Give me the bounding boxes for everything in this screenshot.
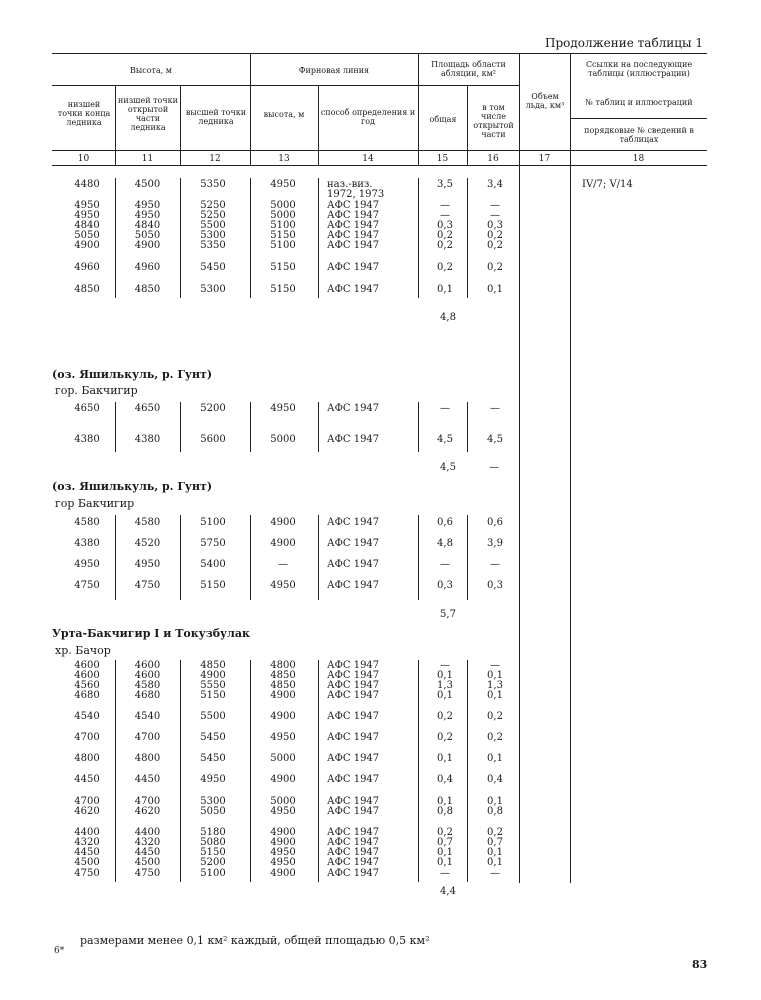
cell-c15: 3,5	[437, 179, 453, 190]
section-total: 5,7	[440, 609, 456, 620]
cell-c16: 0,2	[487, 262, 503, 273]
cell-c14: АФС 1947	[327, 200, 380, 211]
cell-c14: АФС 1947	[327, 732, 380, 743]
cell-c15: 0,1	[437, 670, 453, 681]
cell-c11: 4580	[134, 517, 161, 528]
cell-c16: —	[490, 868, 500, 879]
section-title: (оз. Яшилькуль, р. Гунт)	[52, 480, 213, 493]
body-vline	[180, 178, 181, 298]
cell-c12: 5450	[200, 262, 226, 273]
cell-c10: 4380	[74, 434, 100, 445]
cell-c16: 0,3	[487, 220, 503, 231]
cell-c16: 0,4	[487, 774, 503, 785]
cell-c13: 4950	[270, 847, 296, 858]
cell-c10: 4840	[74, 220, 100, 231]
cell-c11: 4620	[134, 806, 161, 817]
colnum-10: 10	[77, 154, 90, 164]
hdr-vline	[467, 85, 468, 165]
cell-c12: 5750	[200, 538, 226, 549]
cell-c14: АФС 1947	[327, 262, 380, 273]
cell-c10: 5050	[74, 230, 100, 241]
cell-c14: АФС 1947	[327, 559, 380, 570]
cell-c13: 4950	[270, 179, 296, 190]
body-vline	[418, 515, 419, 600]
firn-group-header: Фирновая линия	[298, 66, 370, 75]
cell-c12: 5150	[200, 847, 226, 858]
colnum-13: 13	[278, 154, 290, 164]
cell-c14: АФС 1947	[327, 403, 380, 414]
body-vline	[318, 178, 319, 298]
ablation-group-header: Площадь области абляции, км²	[431, 60, 506, 78]
cell-c10: 4680	[74, 690, 100, 701]
cell-c15: 0,1	[437, 753, 453, 764]
cell-c13: 4950	[270, 580, 296, 591]
cell-c12: 5200	[200, 403, 226, 414]
cell-c10: 4620	[74, 806, 100, 817]
cell-c13: 4800	[270, 660, 296, 671]
cell-c14: АФС 1947	[327, 660, 380, 671]
body-vline	[115, 515, 116, 600]
cell-c16: 0,2	[487, 240, 503, 251]
cell-c14: АФС 1947	[327, 753, 380, 764]
cell-c13: 5150	[270, 284, 296, 295]
cell-c10: 4600	[74, 660, 100, 671]
cell-c10: 4950	[74, 200, 100, 211]
hdr-vline	[519, 53, 520, 165]
colnum-bottom-rule	[52, 165, 707, 166]
hdr-vline	[180, 85, 181, 165]
cell-c11: 4680	[134, 690, 161, 701]
cell-c10: 4540	[74, 711, 100, 722]
cell-c14: АФС 1947	[327, 680, 380, 691]
cell-c11: 4320	[134, 837, 161, 848]
cell-c16: 0,1	[487, 670, 503, 681]
cell-c16: 0,1	[487, 690, 503, 701]
cell-c11: 4800	[134, 753, 161, 764]
cell-c11: 5050	[134, 230, 161, 241]
col10-header: низшей точки конца ледника	[57, 100, 111, 127]
cell-c11: 4580	[134, 680, 161, 691]
cell-c15: —	[440, 660, 450, 671]
section-title: (оз. Яшилькуль, р. Гунт)	[52, 368, 213, 381]
col18b-header: порядковые № сведений в таблицах	[584, 126, 694, 144]
cell-c13: 5100	[270, 240, 296, 251]
cell-c15: 0,3	[437, 580, 453, 591]
cell-c12: 5300	[200, 284, 226, 295]
cell-c14: АФС 1947	[327, 847, 380, 858]
cell-c11: 4700	[134, 796, 161, 807]
cell-c12: 5050	[200, 806, 226, 817]
cell-c14: АФС 1947	[327, 711, 380, 722]
section-title: Урта-Бакчигир I и Токузбулак	[52, 627, 250, 640]
cell-c10: 4850	[74, 284, 100, 295]
header-mid-rule	[52, 85, 519, 86]
cell-c15: —	[440, 868, 450, 879]
refs-group-header: Ссылки на последующие таблицы (иллюстрации)	[585, 60, 693, 78]
cell-c11: 4650	[134, 403, 161, 414]
cell-c13: 4900	[270, 827, 296, 838]
cell-c13: 4950	[270, 732, 296, 743]
cell-c11: 4520	[134, 538, 161, 549]
colnum-14: 14	[362, 154, 374, 164]
section-total: 4,5	[440, 462, 456, 473]
cell-c10: 4450	[74, 774, 100, 785]
cell-c11: 4450	[134, 774, 161, 785]
cell-c13: 4950	[270, 857, 296, 868]
cell-c11: 4950	[134, 210, 161, 221]
refs-mid-rule	[570, 118, 707, 119]
body-vline	[418, 178, 419, 298]
cell-c12: 5150	[200, 690, 226, 701]
cell-c15: 0,1	[437, 690, 453, 701]
colnum-17: 17	[538, 154, 551, 164]
section-total: 4,4	[440, 886, 456, 897]
cell-c14: АФС 1947	[327, 517, 380, 528]
cell-c14: АФС 1947	[327, 857, 380, 868]
cell-c13: 4900	[270, 711, 296, 722]
body-vline	[467, 402, 468, 452]
body-vline	[418, 402, 419, 452]
cell-c14: 1972, 1973	[327, 189, 385, 200]
cell-c16: 0,2	[487, 230, 503, 241]
colnum-16: 16	[487, 154, 499, 164]
cell-c12: 5250	[200, 210, 226, 221]
cell-c16: 0,8	[487, 806, 503, 817]
colnum-11: 11	[141, 154, 154, 164]
cell-c11: 4450	[134, 847, 161, 858]
cell-c15: 0,8	[437, 806, 453, 817]
cell-c10: 4800	[74, 753, 100, 764]
cell-c11: 4500	[134, 179, 161, 190]
cell-c13: 5150	[270, 262, 296, 273]
hdr-vline	[115, 85, 116, 165]
cell-c13: 4900	[270, 837, 296, 848]
cell-c14: АФС 1947	[327, 690, 380, 701]
cell-c10: 4600	[74, 670, 100, 681]
cell-c14: АФС 1947	[327, 868, 380, 879]
cell-c16: 0,1	[487, 284, 503, 295]
col18a-header: № таблиц и иллюстраций	[585, 98, 693, 107]
cell-c12: 5550	[200, 680, 226, 691]
cell-c11: 4900	[134, 240, 161, 251]
cell-c13: —	[278, 559, 288, 570]
cell-c15: 0,2	[437, 230, 453, 241]
cell-c12: 5100	[200, 868, 226, 879]
cell-c10: 4500	[74, 857, 100, 868]
cell-c15: —	[440, 200, 450, 211]
cell-c14: АФС 1947	[327, 806, 380, 817]
cell-c15: —	[440, 559, 450, 570]
cell-c11: 4750	[134, 868, 161, 879]
body-vline	[318, 402, 319, 452]
cell-c12: 5300	[200, 796, 226, 807]
cell-c11: 4840	[134, 220, 161, 231]
col12-header: высшей точки ледника	[185, 108, 247, 126]
cell-c13: 5150	[270, 230, 296, 241]
body-vline	[467, 660, 468, 882]
hdr-vline	[318, 85, 319, 165]
cell-c16: —	[490, 210, 500, 221]
cell-c10: 4580	[74, 517, 100, 528]
cell-c16: 0,3	[487, 580, 503, 591]
header-bottom-rule	[52, 150, 707, 151]
cell-c15: 0,3	[437, 220, 453, 231]
cell-c15: 0,2	[437, 711, 453, 722]
cell-c11: 4950	[134, 200, 161, 211]
cell-c13: 4950	[270, 403, 296, 414]
cell-c15: 0,2	[437, 827, 453, 838]
col17-right-rule	[570, 165, 571, 883]
col16-header: в том числе открытой части	[473, 103, 514, 139]
cell-c13: 5000	[270, 210, 296, 221]
body-vline	[250, 515, 251, 600]
colnum-18: 18	[632, 154, 645, 164]
cell-c13: 5000	[270, 796, 296, 807]
body-vline	[318, 660, 319, 882]
cell-c13: 5000	[270, 200, 296, 211]
cell-c10: 4900	[74, 240, 100, 251]
cell-c10: 4380	[74, 538, 100, 549]
col15-header: общая	[429, 115, 457, 124]
cell-c16: 3,4	[487, 179, 503, 190]
cell-c16: 3,9	[487, 538, 503, 549]
cell-c15: 1,3	[437, 680, 453, 691]
cell-c14: АФС 1947	[327, 580, 380, 591]
cell-c18: IV/7; V/14	[582, 179, 633, 190]
cell-c13: 5000	[270, 753, 296, 764]
cell-c11: 4950	[134, 559, 161, 570]
cell-c10: 4400	[74, 827, 100, 838]
cell-c15: 0,6	[437, 517, 453, 528]
cell-c10: 4650	[74, 403, 100, 414]
body-vline	[180, 515, 181, 600]
cell-c10: 4950	[74, 559, 100, 570]
cell-c13: 4850	[270, 680, 296, 691]
cell-c15: 0,1	[437, 284, 453, 295]
cell-c16: 1,3	[487, 680, 503, 691]
cell-c14: АФС 1947	[327, 220, 380, 231]
cell-c12: 5400	[200, 559, 226, 570]
colnum-15: 15	[436, 154, 449, 164]
cell-c14: АФС 1947	[327, 774, 380, 785]
cell-c15: —	[440, 403, 450, 414]
cell-c14: АФС 1947	[327, 796, 380, 807]
cell-c14: наз.-виз.	[327, 179, 373, 190]
cell-c10: 4960	[74, 262, 100, 273]
cell-c13: 4900	[270, 517, 296, 528]
section-subtitle: гор Бакчигир	[55, 497, 135, 510]
col11-header: низшей точки открытой части ледника	[118, 96, 178, 132]
cell-c13: 4850	[270, 670, 296, 681]
cell-c13: 4900	[270, 538, 296, 549]
cell-c14: АФС 1947	[327, 284, 380, 295]
cell-c15: 0,4	[437, 774, 453, 785]
cell-c16: 0,2	[487, 732, 503, 743]
cell-c12: 5300	[200, 230, 226, 241]
section-total: 4,8	[440, 312, 456, 323]
body-vline	[115, 178, 116, 298]
cell-c16: 0,6	[487, 517, 503, 528]
cell-c16: 0,7	[487, 837, 503, 848]
cell-c12: 5450	[200, 753, 226, 764]
cell-c10: 4950	[74, 210, 100, 221]
cell-c12: 5080	[200, 837, 226, 848]
cell-c16: —	[490, 200, 500, 211]
section-total-open: —	[489, 462, 499, 473]
cell-c16: 0,1	[487, 857, 503, 868]
cell-c11: 4850	[134, 284, 161, 295]
cell-c11: 4750	[134, 580, 161, 591]
body-vline	[115, 402, 116, 452]
cell-c14: АФС 1947	[327, 434, 380, 445]
cell-c16: —	[490, 403, 500, 414]
hdr-vline	[570, 53, 571, 165]
cell-c12: 5100	[200, 517, 226, 528]
cell-c16: 0,1	[487, 796, 503, 807]
cell-c11: 4600	[134, 670, 161, 681]
cell-c11: 4600	[134, 660, 161, 671]
continuation-caption: Продолжение таблицы 1	[544, 36, 703, 50]
cell-c13: 4900	[270, 690, 296, 701]
cell-c12: 5150	[200, 580, 226, 591]
cell-c12: 5450	[200, 732, 226, 743]
cell-c13: 4900	[270, 774, 296, 785]
cell-c10: 4700	[74, 732, 100, 743]
cell-c12: 5200	[200, 857, 226, 868]
header-top-rule	[52, 53, 707, 54]
cell-c15: 4,8	[437, 538, 453, 549]
body-vline	[180, 660, 181, 882]
cell-c13: 4900	[270, 868, 296, 879]
cell-c15: 0,2	[437, 732, 453, 743]
cell-c12: 5180	[200, 827, 226, 838]
body-vline	[418, 660, 419, 882]
cell-c10: 4750	[74, 868, 100, 879]
body-vline	[467, 515, 468, 600]
col17-left-rule	[519, 165, 520, 883]
body-vline	[318, 515, 319, 600]
cell-c12: 5350	[200, 240, 226, 251]
cell-c14: АФС 1947	[327, 538, 380, 549]
cell-c10: 4450	[74, 847, 100, 858]
cell-c14: АФС 1947	[327, 240, 380, 251]
cell-c16: 0,1	[487, 847, 503, 858]
section-subtitle: гор. Бакчигир	[55, 384, 138, 397]
cell-c12: 4950	[200, 774, 226, 785]
cell-c12: 5500	[200, 220, 226, 231]
cell-c16: —	[490, 660, 500, 671]
cell-c12: 5250	[200, 200, 226, 211]
cell-c15: 0,1	[437, 796, 453, 807]
cell-c16: 0,1	[487, 753, 503, 764]
height-group-header: Высота, м	[129, 66, 173, 75]
col13-header: высота, м	[263, 110, 305, 119]
cell-c12: 5350	[200, 179, 226, 190]
table-footnote: размерами менее 0,1 км² каждый, общей площадью 0,5 км²	[80, 934, 430, 947]
cell-c10: 4700	[74, 796, 100, 807]
section-subtitle: хр. Бачор	[55, 644, 111, 657]
cell-c10: 4560	[74, 680, 100, 691]
cell-c16: —	[490, 559, 500, 570]
cell-c13: 5100	[270, 220, 296, 231]
cell-c12: 5500	[200, 711, 226, 722]
cell-c10: 4750	[74, 580, 100, 591]
cell-c13: 5000	[270, 434, 296, 445]
cell-c15: 4,5	[437, 434, 453, 445]
cell-c12: 5600	[200, 434, 226, 445]
cell-c12: 4900	[200, 670, 226, 681]
cell-c11: 4700	[134, 732, 161, 743]
cell-c11: 4500	[134, 857, 161, 868]
cell-c11: 4540	[134, 711, 161, 722]
cell-c10: 4480	[74, 179, 100, 190]
cell-c10: 4320	[74, 837, 100, 848]
cell-c12: 4850	[200, 660, 226, 671]
col14-header: способ определения и год	[320, 108, 416, 126]
body-vline	[250, 660, 251, 882]
page-number: 83	[692, 958, 708, 971]
body-vline	[467, 178, 468, 298]
body-vline	[180, 402, 181, 452]
ice-volume-header: Объем льда, км³	[525, 92, 565, 110]
cell-c16: 4,5	[487, 434, 503, 445]
cell-c16: 0,2	[487, 827, 503, 838]
cell-c16: 0,2	[487, 711, 503, 722]
cell-c14: АФС 1947	[327, 827, 380, 838]
cell-c14: АФС 1947	[327, 670, 380, 681]
body-vline	[115, 660, 116, 882]
signature-mark: 6*	[54, 946, 65, 956]
colnum-12: 12	[209, 154, 221, 164]
cell-c14: АФС 1947	[327, 837, 380, 848]
body-vline	[250, 178, 251, 298]
cell-c15: 0,2	[437, 262, 453, 273]
cell-c13: 4950	[270, 806, 296, 817]
cell-c15: 0,7	[437, 837, 453, 848]
cell-c15: —	[440, 210, 450, 221]
body-vline	[250, 402, 251, 452]
cell-c15: 0,1	[437, 857, 453, 868]
cell-c11: 4400	[134, 827, 161, 838]
cell-c11: 4960	[134, 262, 161, 273]
cell-c14: АФС 1947	[327, 210, 380, 221]
cell-c14: АФС 1947	[327, 230, 380, 241]
cell-c11: 4380	[134, 434, 161, 445]
cell-c15: 0,2	[437, 240, 453, 251]
cell-c15: 0,1	[437, 847, 453, 858]
